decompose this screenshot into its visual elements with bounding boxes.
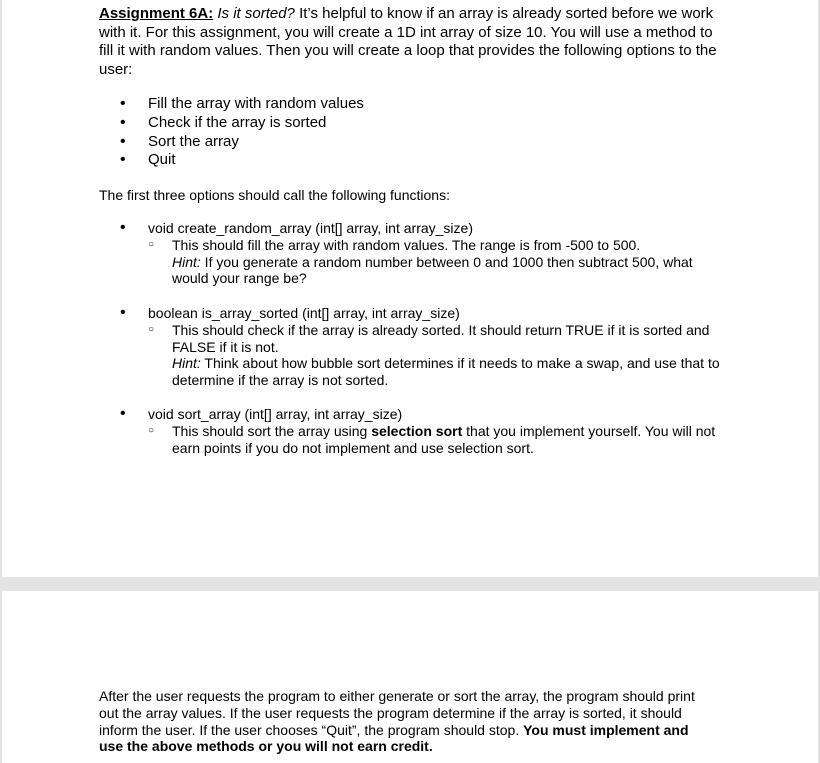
assignment-heading: Assignment 6A:	[99, 5, 214, 22]
function-signature: • boolean is_array_sorted (int[] array, int array_size)	[120, 305, 725, 322]
option-item: • Check if the array is sorted	[120, 114, 364, 133]
function-description: ○ This should fill the array with random values. The range is from -500 to 500.	[120, 237, 725, 254]
hint-text: Think about how bubble sort determines if it needs to make a swap, and use that to determine if the array is not sorted.	[172, 355, 720, 389]
hint-label: Hint:	[172, 355, 201, 372]
option-item: • Quit	[120, 151, 364, 170]
intro-text: It’s helpful to know if an array is already sorted before we work with it. For this assignment, you will create a 1D int array of size 10. You will use a method to fill it with random values. Then you will create a loop that provides the following options to the user:	[99, 5, 717, 78]
description-after: that you implement yourself. You will not earn points if you do not implement and use selection sort.	[172, 422, 716, 456]
function-hint	[120, 254, 725, 288]
function-signature: • void sort_array (int[] array, int array_size)	[120, 406, 725, 423]
functions-lead: The first three options should call the following functions:	[99, 187, 450, 203]
function-description: ○ This should check if the array is already sorted. It should return TRUE if it is sorted and FALSE if it is not.	[120, 322, 725, 356]
closing-text: After the user requests the program to either generate or sort the array, the program should print out the array values. If the user requests the program determine if the array is sorted, it should inform the user. If the user chooses “Quit”, the program should stop.	[99, 688, 695, 738]
function-hint	[120, 355, 725, 389]
closing-requirement: You must implement and use the above methods or you will not earn credit.	[99, 721, 689, 755]
function-sort-array	[120, 406, 725, 456]
assignment-subject: Is it sorted?	[217, 5, 295, 22]
description-before: This should sort the array using	[172, 422, 372, 439]
selection-sort-emphasis: selection sort	[371, 422, 463, 439]
option-item: • Sort the array	[120, 133, 364, 152]
hint-label: Hint:	[172, 253, 201, 270]
options-list	[120, 95, 364, 170]
document-page-2	[2, 591, 818, 763]
function-signature: • void create_random_array (int[] array, int array_size)	[120, 220, 725, 237]
intro-paragraph	[99, 5, 724, 79]
function-is-array-sorted	[120, 305, 725, 389]
document-page-1	[2, 0, 818, 577]
function-create-random-array	[120, 220, 725, 287]
hint-text: If you generate a random number between 0 and 1000 then subtract 500, what would your range be?	[172, 253, 693, 287]
function-description	[120, 423, 725, 457]
closing-paragraph	[99, 688, 709, 755]
option-item: • Fill the array with random values	[120, 95, 364, 114]
